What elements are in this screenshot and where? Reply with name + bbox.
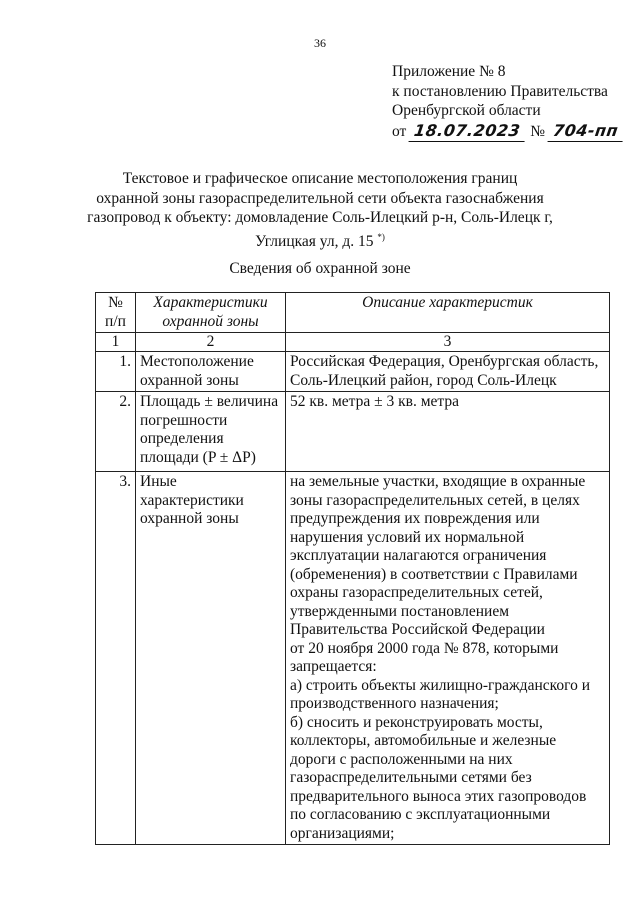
table-row <box>96 352 610 392</box>
row-number: 2. <box>96 392 136 472</box>
column-number: 3 <box>286 333 610 352</box>
header-number <box>96 293 136 333</box>
description-line: дороги с расположенными на них <box>290 750 513 768</box>
appendix-date-line <box>392 121 624 142</box>
row-description: Российская Федерация, Оренбургская область, Соль-Илецкий район, город Соль-Илецк <box>286 352 610 392</box>
header-number-pp: п/п <box>105 312 126 330</box>
row-characteristic: Иные характеристики охранной зоны <box>136 472 286 845</box>
description-line: производственного назначения; <box>290 695 499 712</box>
handwritten-date: 18.07.2023 <box>409 121 528 142</box>
description-line: на земельные участки, входящие в охранные <box>290 473 586 490</box>
table-row <box>96 392 610 472</box>
number-prefix: № <box>530 122 546 140</box>
page-number: 36 <box>314 36 326 50</box>
description-line: запрещается: <box>290 658 377 675</box>
title-line-3: газопровод к объекту: домовладение Соль-Илецкий р-н, Соль-Илецк г, <box>87 209 553 226</box>
footnote-mark: *) <box>377 231 385 242</box>
title-line-1: Текстовое и графическое описание местоположения границ <box>122 170 518 187</box>
description-line: организациями; <box>290 824 395 842</box>
table-header-row <box>96 293 610 333</box>
description-line: охраны газораспределительных сетей, <box>290 584 543 601</box>
description-line: зоны газораспределительных сетей, в целях <box>290 491 580 509</box>
description-line: эксплуатации налагаются ограничения <box>290 547 547 564</box>
description-line: газораспределительными сетями без <box>290 769 532 786</box>
date-prefix: от <box>392 122 407 140</box>
description-line: Правительства Российской Федерации <box>290 621 545 638</box>
description-line: коллекторы, автомобильные и железные <box>290 732 557 749</box>
appendix-region-line: Оренбургской области <box>392 102 541 119</box>
column-number-row <box>96 333 610 352</box>
row-number: 3. <box>96 472 136 845</box>
row-number: 1. <box>96 352 136 392</box>
row-description <box>286 472 610 845</box>
column-number: 2 <box>136 333 286 352</box>
description-line: б) сносить и реконструировать мосты, <box>290 713 543 731</box>
section-subtitle: Сведения об охранной зоне <box>229 260 411 277</box>
description-line: предупреждения их повреждения или <box>290 510 540 527</box>
table-row <box>96 472 610 845</box>
description-line: нарушения условий их нормальной <box>290 528 525 546</box>
header-number-sign: № <box>108 294 123 311</box>
description-line: а) строить объекты жилищно-гражданского и <box>290 676 591 694</box>
appendix-title: Приложение № 8 <box>392 63 506 80</box>
handwritten-number: 704-пп <box>548 121 626 142</box>
row-characteristic: Площадь ± величина погрешности определения площади (P ± ΔP) <box>136 392 286 472</box>
row-description: 52 кв. метра ± 3 кв. метра <box>286 392 610 472</box>
title-line-4 <box>60 228 580 252</box>
title-line-2: охранной зоны газораспределительной сети объекта газоснабжения <box>96 189 544 207</box>
column-number: 1 <box>96 333 136 352</box>
description-line: по согласованию с эксплуатационными <box>290 806 551 823</box>
appendix-header <box>392 62 624 141</box>
row-characteristic: Местоположение охранной зоны <box>136 352 286 392</box>
description-line: от 20 ноября 2000 года № 878, которыми <box>290 639 559 657</box>
header-description: Описание характеристик <box>286 293 610 333</box>
description-line: предварительного выноса этих газопроводов <box>290 787 587 805</box>
description-line: утвержденными постановлением <box>290 602 510 620</box>
title-address: Углицкая ул, д. 15 <box>255 232 374 250</box>
protection-zone-table <box>95 292 610 845</box>
appendix-resolution-line: к постановлению Правительства <box>392 82 608 100</box>
header-characteristics: Характеристики охранной зоны <box>136 293 286 333</box>
description-line: (обременения) в соответствии с Правилами <box>290 565 578 583</box>
document-title <box>60 169 580 251</box>
